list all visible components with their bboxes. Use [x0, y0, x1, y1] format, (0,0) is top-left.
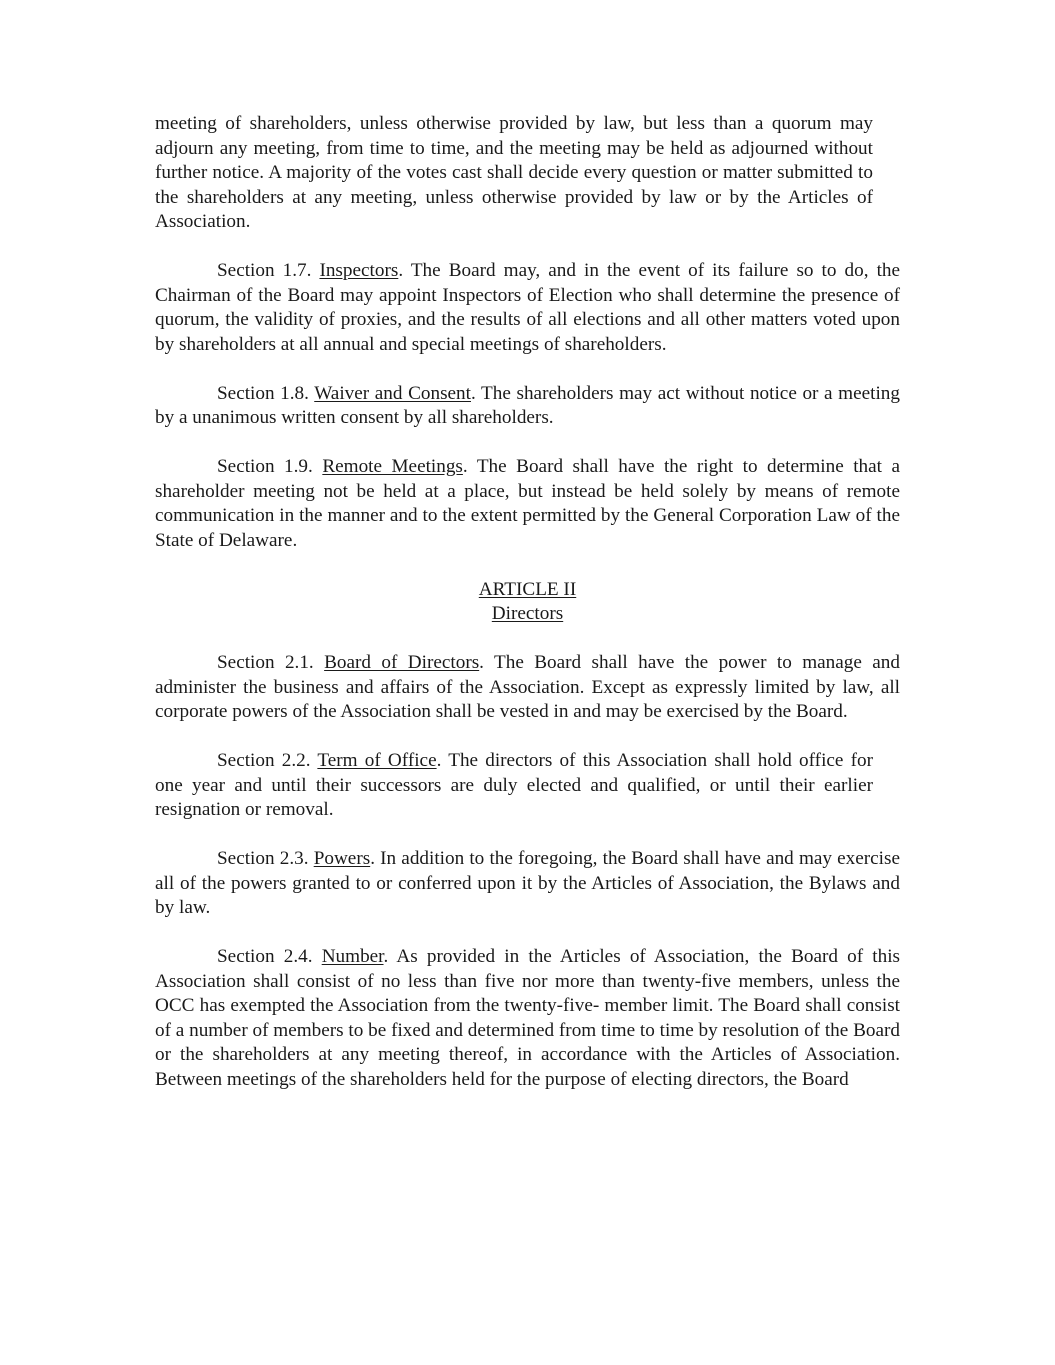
- section-body: . The directors of this Association shall hold office for one year and until their successors are duly elected and qualified, or until their earlier resignation or removal.: [155, 750, 873, 820]
- section-number: Section 1.8.: [217, 382, 309, 404]
- section-title: Waiver and Consent: [314, 382, 471, 404]
- section-title: Inspectors: [319, 260, 399, 281]
- section-title: Number: [321, 946, 384, 967]
- section-body: . The Board shall have the power to manage and administer the business and affairs of the Association. Except as expressly limited by law, all corporate powers of the Association shall be vested in and may be exercised by the Board.: [155, 652, 900, 722]
- section-body: . In addition to the foregoing, the Board shall have and may exercise all of the powers granted to or conferred upon it by the Articles of Association, the Bylaws and by law.: [155, 848, 900, 918]
- article-title: Directors: [491, 603, 564, 624]
- section-2-4: [155, 945, 900, 1092]
- section-title: Board of Directors: [324, 652, 480, 673]
- section-number: Section 1.7.: [217, 260, 312, 281]
- section-2-3: [155, 847, 900, 921]
- section-number: Section 2.4.: [217, 946, 313, 967]
- document-page: [155, 112, 900, 1117]
- section-1-7: [155, 259, 900, 357]
- article-number: ARTICLE II: [478, 578, 577, 600]
- section-number: Section 2.3.: [217, 848, 309, 869]
- section-body: . The Board may, and in the event of its failure so to do, the Chairman of the Board may appoint Inspectors of Election who shall determine the presence of quorum, the validity of proxies, and the results of all elections and all other matters voted upon by shareholders at all annual and special meetings of shareholders.: [155, 260, 901, 355]
- section-title: Remote Meetings: [322, 456, 463, 477]
- section-2-2: [155, 749, 873, 823]
- section-body: . As provided in the Articles of Association, the Board of this Association shall consist of no less than five nor more than twenty-five members, unless the OCC has exempted the Association from the twenty-five- member limit. The Board shall consist of a number of members to be fixed and determined from time to time by resolution of the Board or the shareholders at any meeting thereof, in accordance with the Articles of Association. Between meetings of the shareholders held for the purpose of electing directors, the Board: [155, 946, 901, 1090]
- section-1-9: [155, 455, 900, 553]
- section-2-1: [155, 651, 900, 725]
- section-title: Powers: [313, 848, 371, 869]
- section-number: Section 2.2.: [217, 750, 311, 771]
- section-title: Term of Office: [317, 750, 437, 771]
- section-number: Section 1.9.: [217, 456, 313, 477]
- article-heading: [155, 578, 900, 627]
- section-body: . The shareholders may act without notice or a meeting by a unanimous written consent by all shareholders.: [155, 382, 900, 428]
- section-number: Section 2.1.: [217, 652, 314, 673]
- section-1-8: [155, 382, 900, 431]
- continuation-paragraph: meeting of shareholders, unless otherwise provided by law, but less than a quorum may adjourn any meeting, from time to time, and the meeting may be held as adjourned without further notice. A majority of the votes cast shall decide every question or matter submitted to the shareholders at any meeting, unless otherwise provided by law or by the Articles of Association.: [155, 113, 873, 232]
- section-body: . The Board shall have the right to determine that a shareholder meeting not be held at a place, but instead be held solely by means of remote communication in the manner and to the extent permitted by the General Corporation Law of the State of Delaware.: [155, 456, 900, 551]
